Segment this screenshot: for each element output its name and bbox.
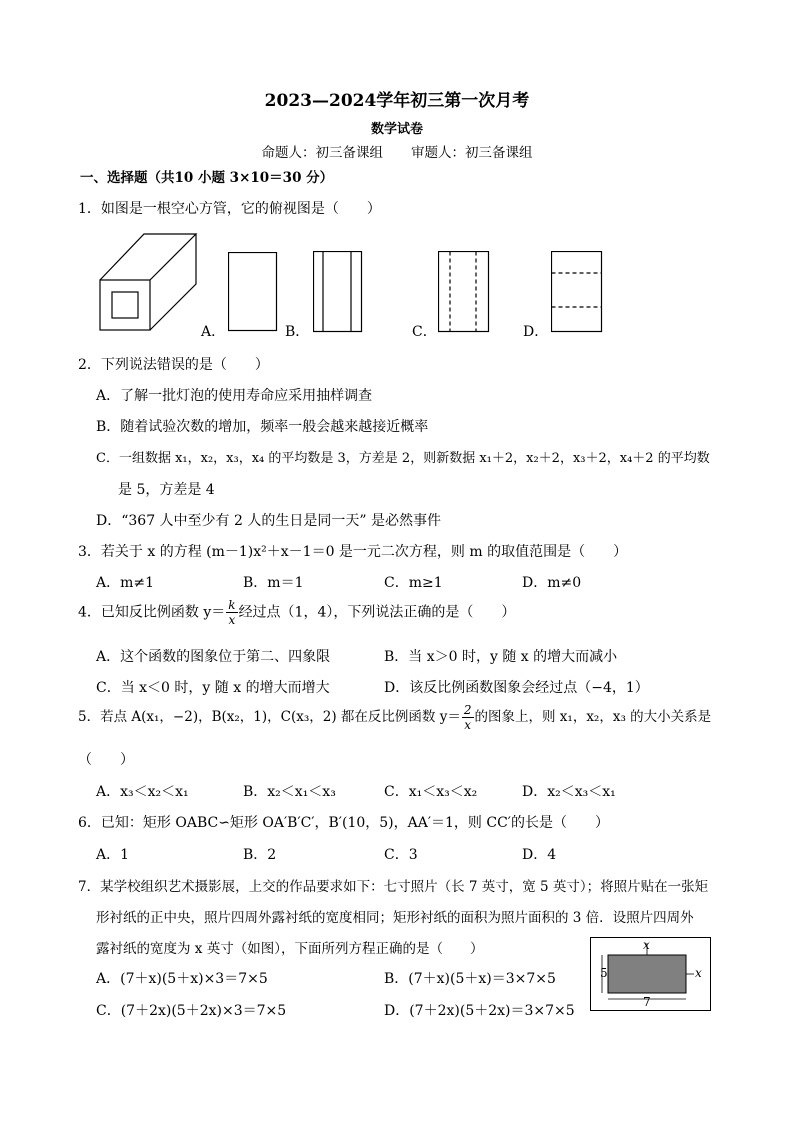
q4-option-b[interactable]: B．当 x＞0 时，y 随 x 的增大而减小	[384, 649, 618, 665]
photo-frame-drawing	[590, 937, 712, 1012]
exam-subtitle: 数学试卷	[370, 122, 423, 137]
reviewer-text: 审题人：初三备课组	[411, 145, 533, 161]
q2-option-c-cont: 是 5，方差是 4	[118, 482, 215, 498]
q4-option-d[interactable]: D．该反比例函数图象会经过点（−4，1）	[384, 680, 649, 696]
exam-title: 2023—2024学年初三第一次月考	[264, 91, 530, 111]
option-b-figure	[228, 252, 278, 332]
q2-option-b[interactable]: B．随着试验次数的增加，频率一般会越来越接近概率	[96, 419, 429, 435]
q3-option-c[interactable]: C．m≥1	[384, 575, 443, 591]
question-7-line-3: 露衬纸的宽度为 x 英寸（如图），下面所列方程正确的是（ ）	[96, 941, 484, 957]
q1-option-a[interactable]: A．	[201, 324, 226, 340]
q6-option-a[interactable]: A．1	[96, 847, 130, 863]
fig-label-bottom-7: 7	[643, 995, 651, 1009]
q4-fraction	[226, 598, 237, 627]
fig-label-left-5: 5	[600, 966, 608, 980]
question-5-stem-cont: （ ）	[78, 752, 134, 768]
question-3-stem: 3．若关于 x 的方程 (m－1)x²＋x－1＝0 是一元二次方程，则 m 的取值范围是（ ）	[78, 544, 628, 560]
question-5-stem	[78, 703, 711, 732]
q5-option-d[interactable]: D．x₂＜x₃＜x₁	[522, 784, 616, 800]
q5-stem-b: 的图象上，则 x₁，x₂，x₃ 的大小关系是	[474, 709, 712, 725]
option-c-figure	[313, 251, 363, 333]
question-7-line-2: 形衬纸的正中央，照片四周外露衬纸的宽度相同；矩形衬纸的面积为照片面积的 3 倍．设照片四周外	[96, 910, 694, 926]
q5-option-b[interactable]: B．x₂＜x₁＜x₃	[243, 784, 336, 800]
q5-fraction	[462, 703, 474, 732]
q4-frac-num: k	[228, 598, 236, 612]
question-4-stem	[78, 598, 515, 627]
q5-frac-num: 2	[463, 703, 472, 717]
q2-option-a[interactable]: A．了解一批灯泡的使用寿命应采用抽样调查	[96, 388, 373, 404]
authors-line	[0, 141, 794, 161]
photo-frame-figure	[590, 937, 712, 1012]
fig-label-right-x: x	[695, 966, 702, 980]
q6-option-d[interactable]: D．4	[522, 847, 557, 863]
q4-option-a[interactable]: A．这个函数的图象位于第二、四象限	[96, 649, 331, 665]
q4-frac-den: x	[228, 613, 236, 627]
question-7-line-1: 7．某学校组织艺术摄影展，上交的作品要求如下：七寸照片（长 7 英寸，宽 5 英寸）；将照片贴在一张矩	[78, 879, 709, 895]
q2-option-d[interactable]: D．“367 人中至少有 2 人的生日是同一天” 是必然事件	[96, 513, 441, 529]
q4-option-c[interactable]: C．当 x＜0 时，y 随 x 的增大而增大	[96, 680, 330, 696]
q5-option-a[interactable]: A．x₃＜x₂＜x₁	[96, 784, 189, 800]
option-d-figure	[438, 251, 490, 333]
q6-option-c[interactable]: C．3	[384, 847, 418, 863]
q6-option-b[interactable]: B．2	[243, 847, 277, 863]
question-6-stem: 6．已知：矩形 OABC∽矩形 OA′B′C′，B′(10，5)，AA′＝1，则 CC′的长是（ ）	[78, 815, 609, 831]
question-2-stem: 2．下列说法错误的是（ ）	[78, 357, 269, 373]
q7-option-b[interactable]: B．(7＋x)(5＋x)＝3×7×5	[384, 971, 556, 987]
question-1-stem: 1．如图是一根空心方管，它的俯视图是（ ）	[78, 201, 381, 217]
q1-option-d[interactable]: D．	[523, 324, 549, 340]
q5-option-c[interactable]: C．x₁＜x₃＜x₂	[384, 784, 478, 800]
q4-stem-b: 经过点（1，4），下列说法正确的是（ ）	[238, 604, 516, 621]
q3-option-b[interactable]: B．m＝1	[243, 575, 304, 591]
q2-option-c[interactable]: C．一组数据 x₁，x₂，x₃，x₄ 的平均数是 3，方差是 2，则新数据 x₁＋2，x₂＋2，x₃＋2，x₄＋2 的平均数	[96, 451, 710, 466]
q5-stem-a: 5．若点 A(x₁，−2)，B(x₂，1)，C(x₃，2) 都在反比例函数 y＝	[78, 709, 461, 725]
q7-option-c[interactable]: C．(7＋2x)(5＋2x)×3＝7×5	[96, 1003, 287, 1019]
option-e-figure	[551, 251, 603, 333]
q1-option-c[interactable]: C．	[412, 324, 437, 340]
hollow-tube-figure	[96, 230, 206, 334]
q7-option-a[interactable]: A．(7＋x)(5＋x)×3＝7×5	[96, 971, 268, 987]
fig-label-top-x: x	[643, 938, 650, 952]
setter-text: 命题人：初三备课组	[261, 145, 383, 161]
q4-stem-a: 4．已知反比例函数 y＝	[78, 604, 226, 621]
q3-option-a[interactable]: A．m≠1	[96, 575, 155, 591]
q7-option-d[interactable]: D．(7＋2x)(5＋2x)＝3×7×5	[384, 1003, 575, 1019]
section-heading: 一、选择题（共10 小题 3×10＝30 分）	[80, 170, 334, 186]
q5-frac-den: x	[464, 718, 472, 732]
q1-option-b[interactable]: B．	[285, 324, 310, 340]
q3-option-d[interactable]: D．m≠0	[522, 575, 582, 591]
